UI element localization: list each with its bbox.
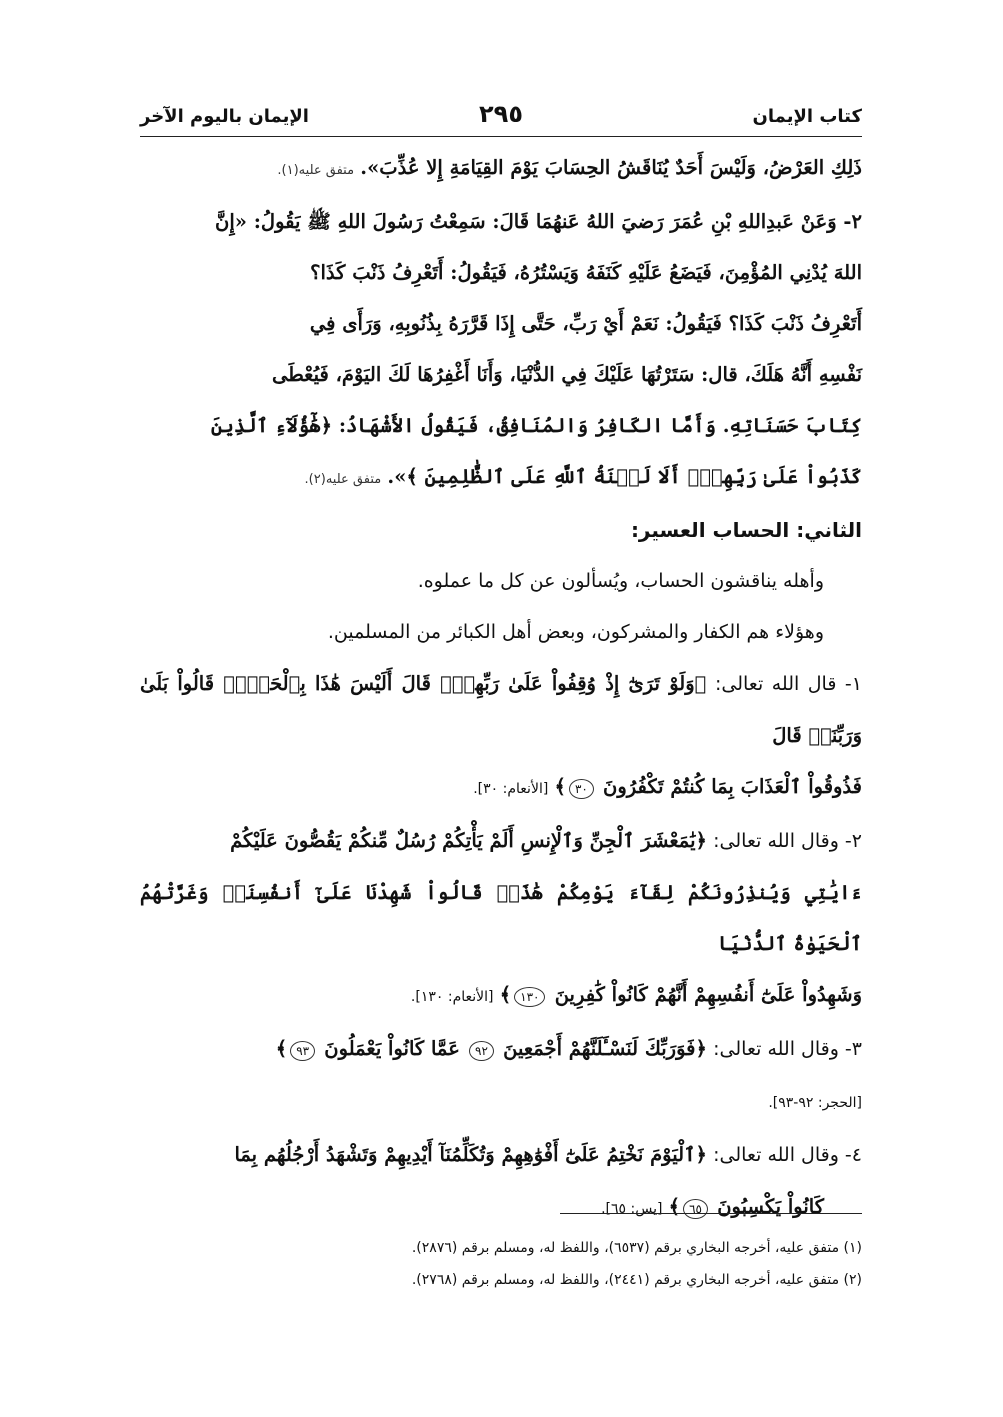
section-title: الثاني: الحساب العسير:	[630, 518, 862, 542]
footnote-1: (١) متفق عليه، أخرجه البخاري برقم (٦٥٣٧)، واللفظ له، ومسلم برقم (٢٨٧٦).	[411, 1240, 862, 1256]
verse-text: كَانُواْ يَكْسِبُونَ	[717, 1195, 824, 1218]
verse-close-bracket: ﴾	[668, 1195, 681, 1218]
verse-close-bracket: ﴾	[554, 775, 566, 798]
hadith-2-line-2: اللهَ يُدْنِي المُؤْمِنَ، فَيَضَعُ عَلَيْهِ كَنَفَهُ وَيَسْتُرُهُ، فَيَقُولُ: أَتَعْرِفُ ذَنْبَ كَذَا؟	[310, 261, 862, 284]
paragraph-1: وأهله يناقشون الحساب، ويُسألون عن كل ما عملوه.	[417, 570, 824, 592]
quran-3-line-1	[140, 1023, 862, 1075]
verse-reference: [يس: ٦٥].	[601, 1201, 663, 1217]
page-number: ٢٩٥	[479, 100, 523, 128]
verse-text: ﴿يَٰمَعْشَرَ ٱلْجِنِّ وَٱلْإِنسِ أَلَمْ يَأْتِكُمْ رُسُلٌ مِّنكُمْ يَقُصُّونَ عَلَيْكُمْ	[230, 829, 707, 852]
verse-intro: ٤- وقال الله تعالى:	[713, 1144, 862, 1166]
ayah-number: ٩٢	[469, 1041, 494, 1061]
running-header	[140, 98, 862, 134]
verse-intro: ٢- وقال الله تعالى:	[713, 830, 862, 852]
header-chapter-title: الإيمان باليوم الآخر	[140, 105, 309, 127]
header-divider	[140, 136, 862, 137]
quran-1-line-2	[140, 761, 862, 815]
quran-1-line-1	[140, 658, 862, 761]
verse-text: ﴿وَلَوْ تَرَىٰٓ إِذْ وُقِفُواْ عَلَىٰ رَبِّهِمْۚ قَالَ أَلَيْسَ هَٰذَا بِٱلْحَقِّۚ قَالُواْ بَلَىٰ وَرَبِّنَاۚ قَالَ	[140, 672, 862, 747]
quran-2-line-3	[140, 969, 862, 1023]
ayah-number: ١٣٠	[514, 987, 545, 1007]
hadith-attribution: متفق عليه(٢).	[304, 472, 382, 487]
quran-2-line-1	[140, 815, 862, 867]
verse-text: ﴿فَوَرَبِّكَ لَنَسْـَٔلَنَّهُمْ أَجْمَعِينَ	[503, 1037, 707, 1060]
verse-intro: ٣- وقال الله تعالى:	[713, 1038, 862, 1060]
hadith-attribution: متفق عليه(١).	[277, 163, 355, 178]
hadith-2-line-3: أَتَعْرِفُ ذَنْبَ كَذَا؟ فَيَقُولُ: نَعَمْ أَيْ رَبِّ، حَتَّى إِذَا قَرَّرَهُ بِذُنُوبِهِ، وَرَأَى فِي	[309, 312, 862, 335]
quran-3-ref-line	[140, 1075, 862, 1129]
verse-close-bracket: ﴾	[275, 1037, 288, 1060]
verse-text: وَشَهِدُواْ عَلَىٰٓ أَنفُسِهِمْ أَنَّهُمْ كَانُواْ كَٰفِرِينَ	[554, 983, 862, 1006]
verse-reference: [الحجر: ٩٢-٩٣].	[768, 1095, 862, 1111]
verse-close-bracket: ﴾	[499, 983, 512, 1006]
footnotes	[140, 1232, 862, 1296]
verse-reference: [الأنعام: ٣٠].	[473, 781, 549, 797]
footnote-2: (٢) متفق عليه، أخرجه البخاري برقم (٢٤٤١)، واللفظ له، ومسلم برقم (٢٧٦٨).	[411, 1272, 862, 1288]
quran-2-line-2: ءَايَٰتِي وَيُنذِرُونَكُمْ لِقَآءَ يَوْمِكُمْ هَٰذَاۚ قَالُواْ شَهِدْنَا عَلَىٰٓ أَنفُسِنَاۖ وَغَرَّتْهُمُ ٱلْحَيَوٰةُ ٱلدُّنْيَا	[140, 881, 862, 955]
hadith-text: ذَلِكِ العَرْضُ، وَلَيْسَ أَحَدٌ يُنَاقَشُ الحِسَابَ يَوْمَ القِيَامَةِ إِلا عُذِّبَ».	[360, 156, 862, 179]
hadith-2-line-5: كِتَابَ حَسَنَاتِهِ. وَأَمَّا الكَافِرُ وَالمُنَافِقُ، فَيَقُولُ الأَشْهَادُ: ﴿هَٰٓؤُلَآءِ ٱلَّذِينَ	[210, 414, 862, 437]
verse-reference: [الأنعام: ١٣٠].	[410, 989, 494, 1005]
footnote-divider	[560, 1213, 862, 1214]
verse-text: فَذُوقُواْ ٱلْعَذَابَ بِمَا كُنتُمْ تَكْفُرُونَ	[603, 775, 862, 798]
ayah-number: ٣٠	[569, 779, 594, 799]
header-book-title: كتاب الإيمان	[752, 105, 862, 127]
verse-text: ﴿ٱلْيَوْمَ نَخْتِمُ عَلَىٰٓ أَفْوَٰهِهِمْ وَتُكَلِّمُنَآ أَيْدِيهِمْ وَتَشْهَدُ أَرْجُلُهُم بِمَا	[234, 1143, 707, 1166]
paragraph-2: وهؤلاء هم الكفار والمشركون، وبعض أهل الكبائر من المسلمين.	[327, 621, 824, 643]
hadith-1-tail	[140, 142, 862, 196]
page-body	[140, 142, 862, 1235]
ayah-number: ٩٣	[290, 1041, 315, 1061]
hadith-2-line-6	[140, 451, 862, 505]
ayah-number: ٦٥	[683, 1199, 708, 1219]
hadith-2-line-1: ٢- وَعَنْ عَبدِاللهِ بْنِ عُمَرَ رَضيَ اللهُ عَنهُمَا قَالَ: سَمِعْتُ رَسُولَ اللهِ ﷺ يَقُولُ: «إِنَّ	[215, 210, 862, 233]
quran-4-line-1	[140, 1129, 862, 1181]
quran-4-line-2	[140, 1181, 862, 1235]
hadith-2-line-4: نَفْسِهِ أَنَّهُ هَلَكَ، قال: سَتَرْتُهَا عَلَيْكَ فِي الدُّنْيَا، وَأَنَا أَغْفِرُهَا لَكَ اليَوْمَ، فَيُعْطَى	[271, 363, 862, 386]
verse-text: عَمَّا كَانُواْ يَعْمَلُونَ	[324, 1037, 460, 1060]
verse-intro: ١- قال الله تعالى:	[714, 673, 862, 695]
hadith-text: كَذَبُواْ عَلَىٰ رَبِّهِمْۚ أَلَا لَعۡنَةُ ٱللَّهِ عَلَى ٱلظَّٰلِمِينَ ﴾».	[387, 465, 862, 488]
